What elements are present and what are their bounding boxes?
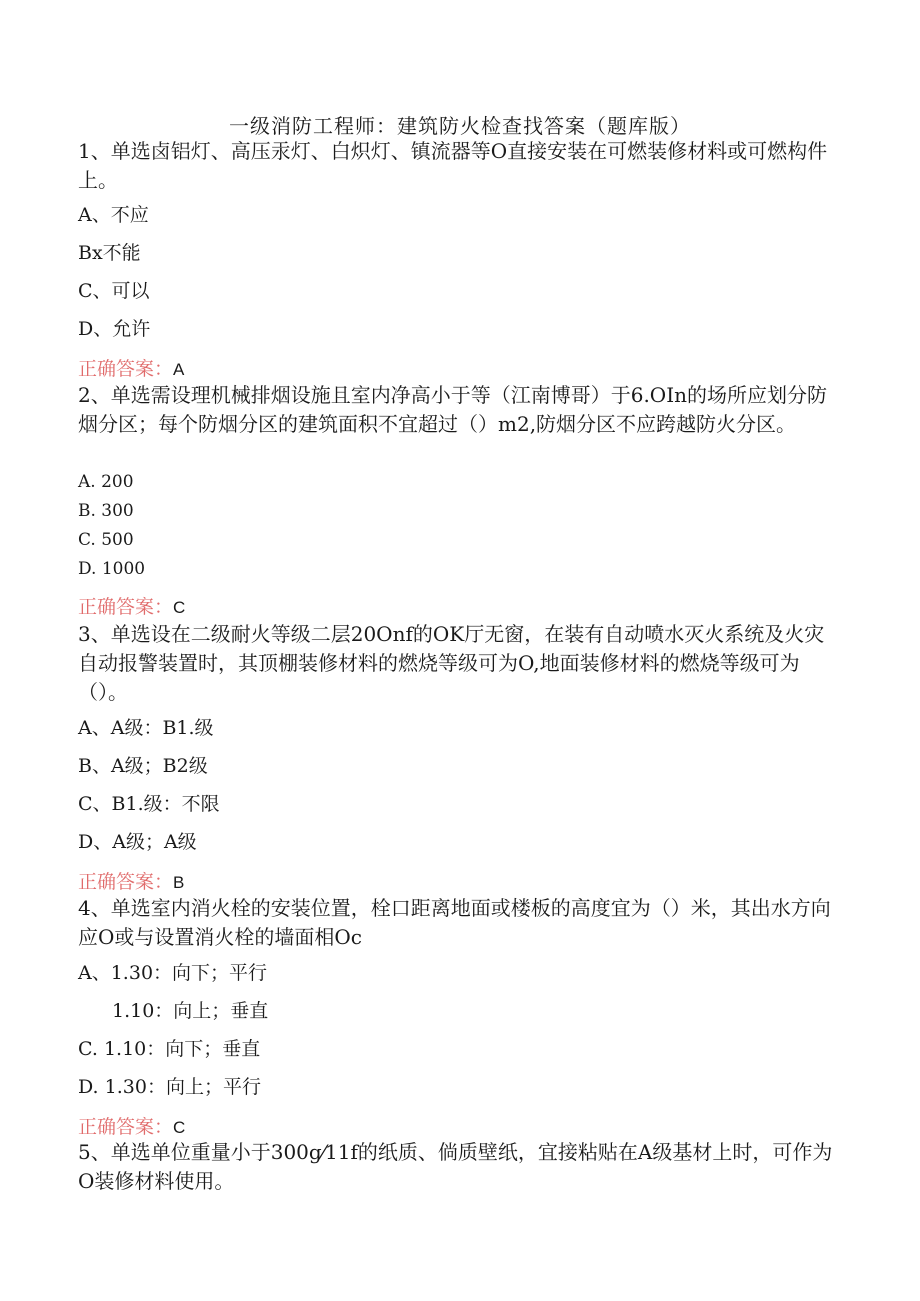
question-4-option-d: D. 1.30：向上；平行	[78, 1076, 261, 1098]
answer-label: 正确答案：	[78, 358, 174, 380]
question-2-option-a: A. 200	[78, 472, 134, 492]
question-2-text: 2、单选需设理机械排烟设施且室内净高小于等（江南博哥）于6.OIn的场所应划分防烟分区；每个防烟分区的建筑面积不宜超过（）m2,防烟分区不应跨越防火分区。	[78, 383, 827, 436]
answer-value: C	[173, 598, 186, 617]
question-1-option-b: Bx不能	[78, 242, 141, 264]
answer-value: B	[173, 873, 185, 892]
answer-value: C	[173, 1118, 186, 1137]
question-4-option-b: 1.10：向上；垂直	[112, 1000, 269, 1022]
question-1-option-d: D、允许	[78, 318, 151, 340]
question-3-text: 3、单选设在二级耐火等级二层20Onf的OK厅无窗，在装有自动喷水灭火系统及火灾自动报警装置时，其顶棚装修材料的燃烧等级可为O,地面装修材料的燃烧等级可为（）。	[78, 622, 825, 704]
answer-value: A	[173, 360, 185, 379]
question-3-option-a: A、A级：B1.级	[78, 717, 214, 739]
question-4-text: 4、单选室内消火栓的安装位置，栓口距离地面或楼板的高度宜为（）米，其出水方向应O或与设置消火栓的墙面相Oc	[78, 896, 831, 949]
question-2-answer	[78, 592, 185, 619]
question-5-text: 5、单选单位重量小于300g⁄11f的纸质、倘质壁纸，宜接粘贴在A级基材上时，可作为O装修材料使用。	[78, 1140, 833, 1193]
page-title: 一级消防工程师：建筑防火检查找答案（题库版）	[229, 114, 691, 138]
question-1-option-a: A、不应	[78, 204, 149, 226]
question-3-option-b: B、A级；B2级	[78, 755, 208, 777]
question-2-option-b: B. 300	[78, 501, 134, 521]
question-3-option-d: D、A级；A级	[78, 831, 197, 853]
question-1-text: 1、单选卤铝灯、高压汞灯、白炽灯、镇流器等O直接安装在可燃装修材料或可燃构件上。	[78, 139, 828, 192]
question-1-answer	[78, 354, 184, 381]
question-1-option-c: C、可以	[78, 280, 150, 302]
question-4-option-a: A、1.30：向下；平行	[78, 962, 268, 984]
question-2-option-d: D. 1000	[78, 559, 146, 579]
answer-label: 正确答案：	[78, 871, 174, 893]
answer-label: 正确答案：	[78, 596, 174, 618]
answer-label: 正确答案：	[78, 1116, 174, 1138]
question-4-answer	[78, 1112, 185, 1139]
question-3-option-c: C、B1.级：不限	[78, 793, 220, 815]
question-3-answer	[78, 867, 184, 894]
question-2-option-c: C. 500	[78, 530, 134, 550]
question-4-option-c: C. 1.10：向下；垂直	[78, 1038, 261, 1060]
